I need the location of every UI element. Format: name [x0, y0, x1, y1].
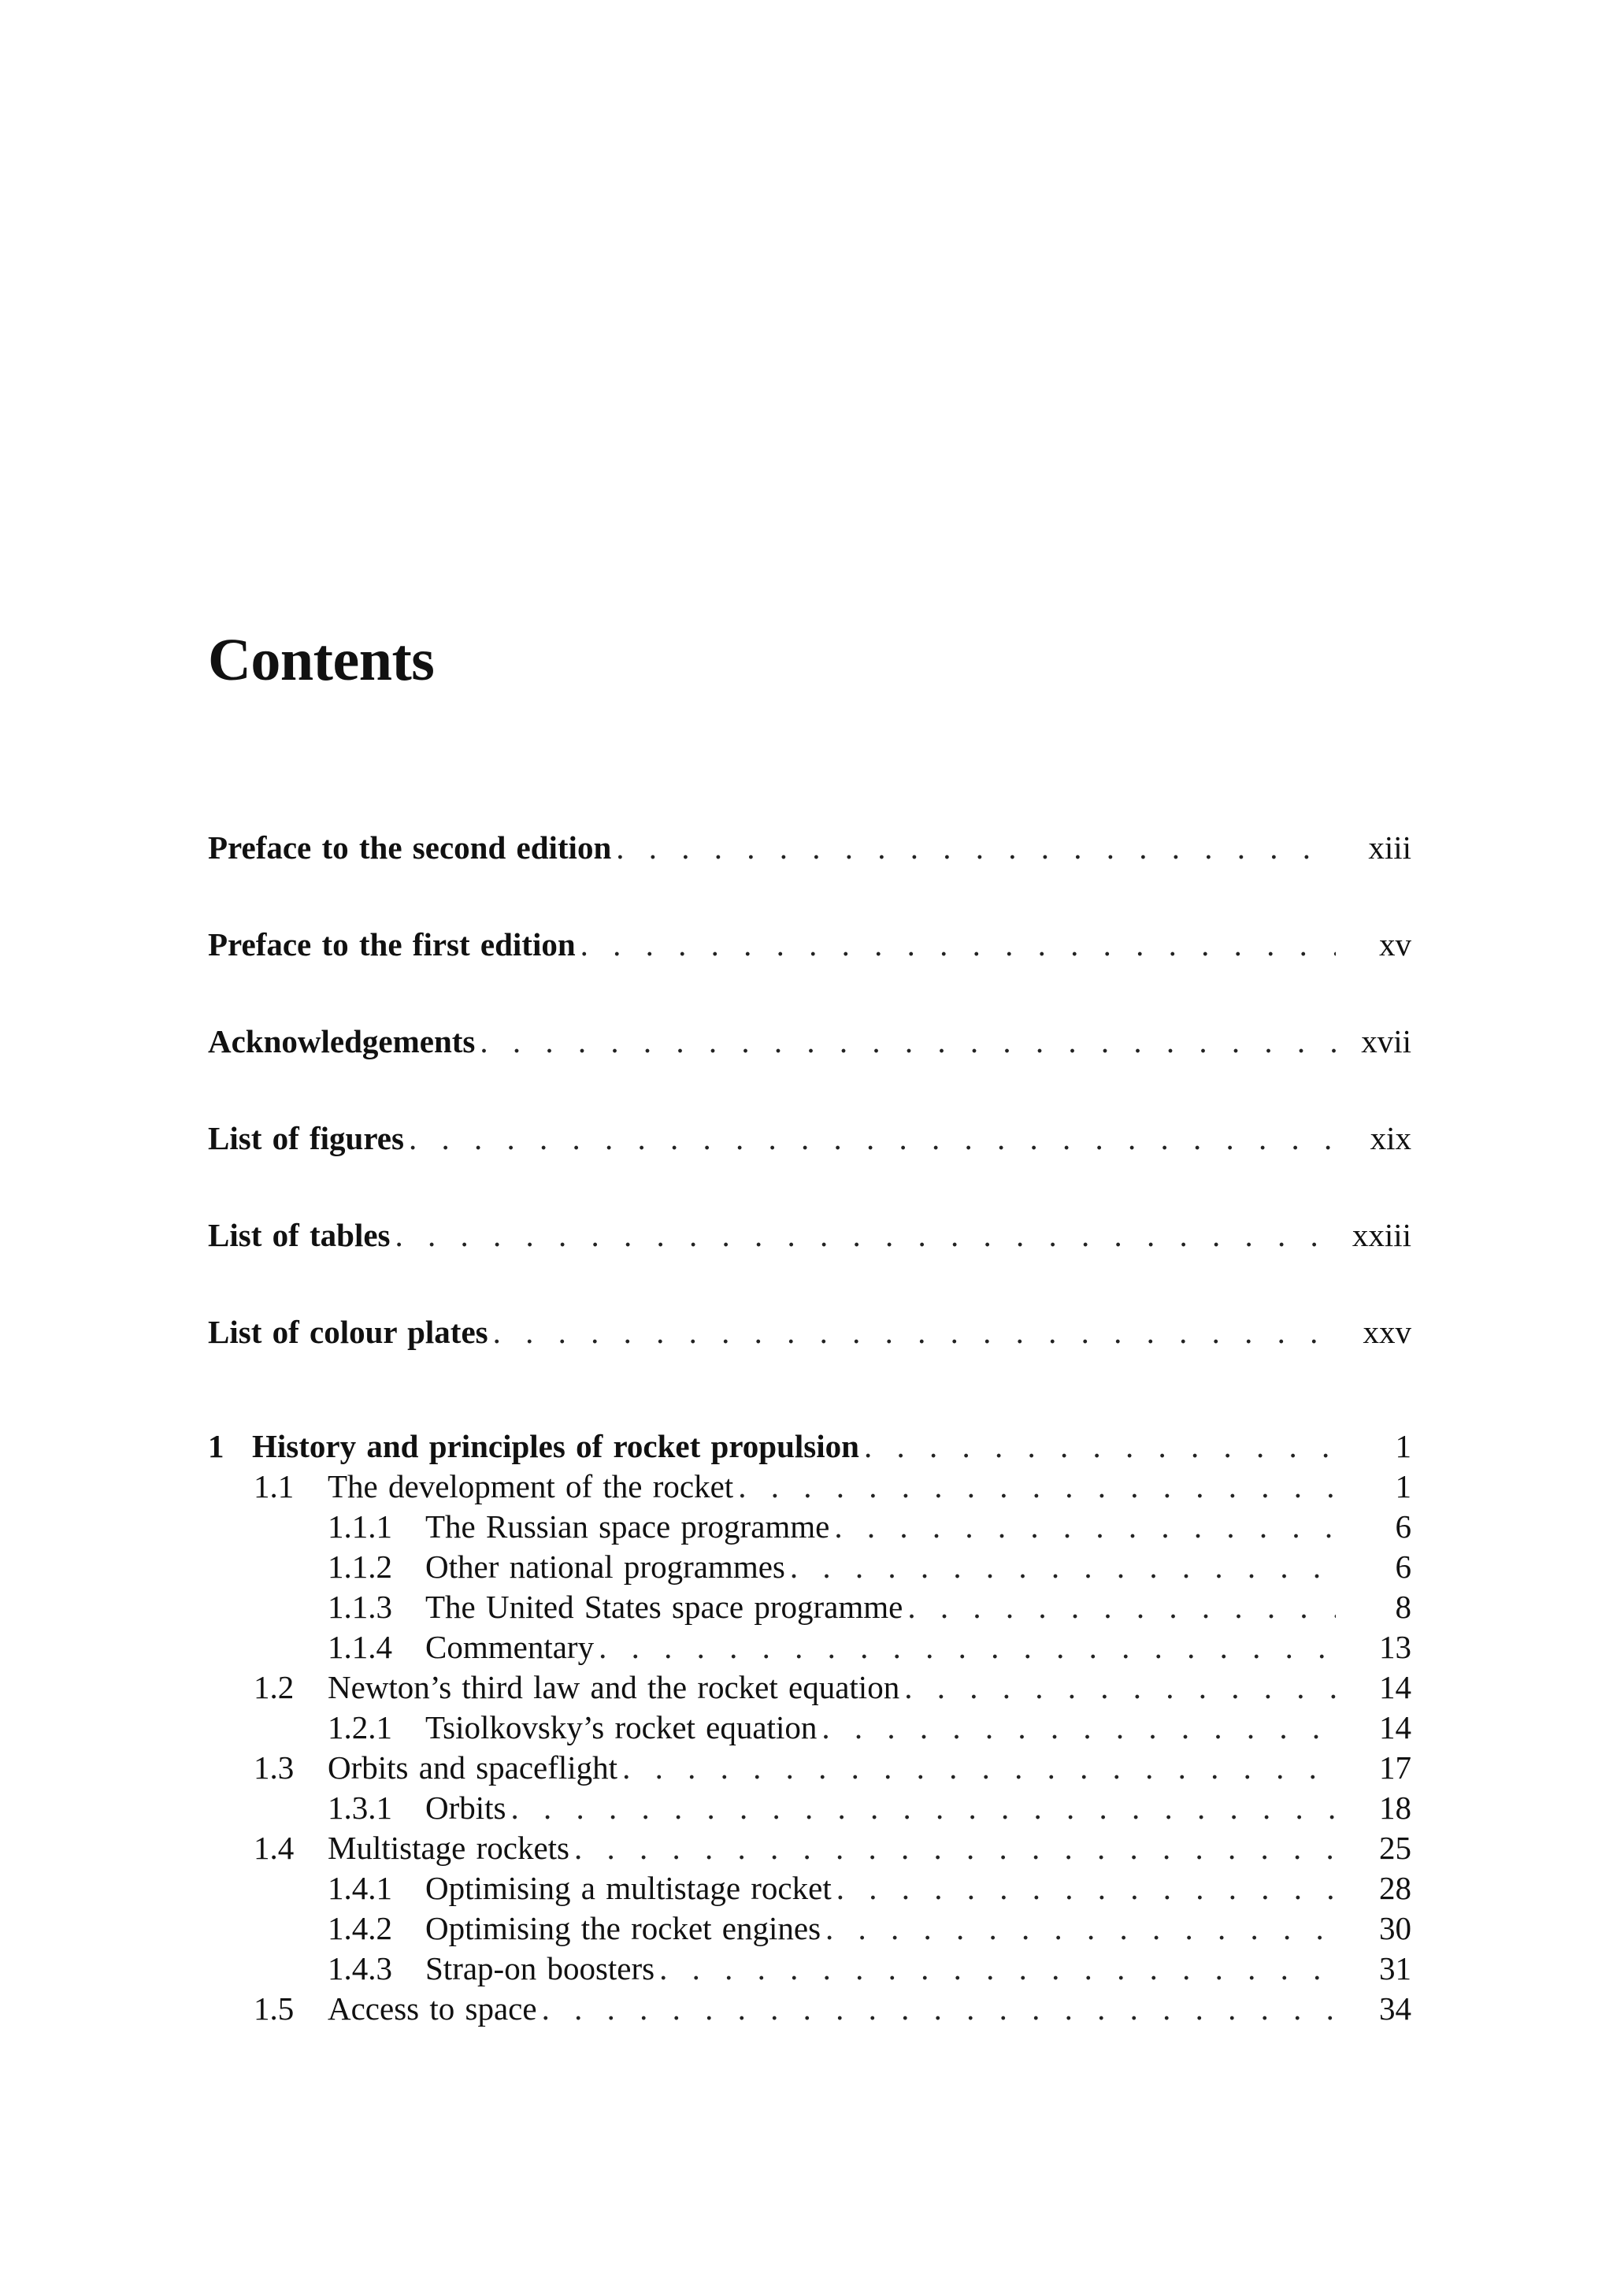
- subsection-title: Strap-on boosters: [425, 1950, 655, 1986]
- subsection-page: 31: [1379, 1950, 1411, 1986]
- dot-leader: [817, 1707, 1336, 1748]
- subsection-page: 14: [1379, 1709, 1411, 1745]
- subsection-title: The United States space programme: [425, 1589, 903, 1625]
- dot-leader: [733, 1466, 1336, 1507]
- dot-leader: [594, 1626, 1336, 1667]
- section-number: 1.3: [254, 1749, 295, 1786]
- toc-entry-page: xiii: [1368, 829, 1411, 866]
- section-page: 14: [1379, 1669, 1411, 1705]
- subsection-page: 28: [1379, 1870, 1411, 1906]
- page-title: Contents: [208, 627, 435, 693]
- subsection-title: Other national programmes: [425, 1549, 785, 1585]
- section-page: 17: [1379, 1749, 1411, 1786]
- subsection-number: 1.1.3: [328, 1589, 392, 1625]
- toc-section-1-1[interactable]: [208, 1466, 1411, 1507]
- subsection-title: Optimising a multistage rocket: [425, 1870, 832, 1906]
- toc-entry-page: xxv: [1363, 1314, 1411, 1350]
- dot-leader: [832, 1868, 1336, 1908]
- section-page: 1: [1395, 1468, 1411, 1504]
- dot-leader: [654, 1948, 1336, 1989]
- subsection-number: 1.3.1: [328, 1790, 392, 1826]
- dot-leader: [617, 1747, 1336, 1788]
- subsection-title: Orbits: [425, 1790, 506, 1826]
- section-title: Multistage rockets: [328, 1830, 570, 1866]
- dot-leader: [859, 1426, 1336, 1467]
- section-title: The development of the rocket: [328, 1468, 734, 1504]
- dot-leader: [537, 1988, 1336, 2029]
- dot-leader: [821, 1908, 1336, 1949]
- subsection-page: 30: [1379, 1910, 1411, 1946]
- subsection-number: 1.4.1: [328, 1870, 392, 1906]
- toc-entry-title: List of figures: [208, 1120, 404, 1156]
- toc-entry-page: xv: [1379, 926, 1411, 963]
- subsection-page: 6: [1395, 1549, 1411, 1585]
- toc-entry-list-of-figures[interactable]: [208, 1118, 1411, 1159]
- toc-subsection-1-3-1[interactable]: [208, 1787, 1411, 1828]
- subsection-title: The Russian space programme: [425, 1508, 830, 1545]
- section-page: 34: [1379, 1990, 1411, 2027]
- toc-entry-title: List of tables: [208, 1217, 391, 1253]
- toc-entry-title: Preface to the first edition: [208, 926, 576, 963]
- toc-subsection-1-1-3[interactable]: [208, 1586, 1411, 1627]
- toc-entry-title: Acknowledgements: [208, 1023, 476, 1059]
- subsection-number: 1.4.3: [328, 1950, 392, 1986]
- dot-leader: [475, 1021, 1336, 1062]
- toc-subsection-1-1-4[interactable]: [208, 1626, 1411, 1667]
- dot-leader: [829, 1506, 1336, 1547]
- section-number: 1.4: [254, 1830, 295, 1866]
- subsection-number: 1.1.1: [328, 1508, 392, 1545]
- subsection-page: 8: [1395, 1589, 1411, 1625]
- toc-subsection-1-4-3[interactable]: [208, 1948, 1411, 1989]
- dot-leader: [569, 1827, 1336, 1868]
- toc-section-1-4[interactable]: [208, 1827, 1411, 1868]
- subsection-number: 1.1.4: [328, 1629, 392, 1665]
- section-number: 1.2: [254, 1669, 295, 1705]
- dot-leader: [391, 1215, 1337, 1256]
- toc-entry-preface-second-edition[interactable]: [208, 827, 1411, 868]
- section-number: 1.1: [254, 1468, 295, 1504]
- subsection-page: 6: [1395, 1508, 1411, 1545]
- toc-section-1-3[interactable]: [208, 1747, 1411, 1788]
- toc-entry-acknowledgements[interactable]: [208, 1021, 1411, 1062]
- chapter-title: History and principles of rocket propulsion: [252, 1428, 859, 1464]
- toc-entry-page: xix: [1370, 1120, 1411, 1156]
- toc-subsection-1-1-2[interactable]: [208, 1546, 1411, 1587]
- chapter-number: 1: [208, 1428, 224, 1464]
- dot-leader: [404, 1118, 1336, 1159]
- chapter-page: 1: [1395, 1428, 1411, 1464]
- subsection-number: 1.1.2: [328, 1549, 392, 1585]
- subsection-number: 1.4.2: [328, 1910, 392, 1946]
- toc-subsection-1-1-1[interactable]: [208, 1506, 1411, 1547]
- section-number: 1.5: [254, 1990, 295, 2027]
- toc-entry-page: xvii: [1361, 1023, 1411, 1059]
- toc-subsection-1-4-2[interactable]: [208, 1908, 1411, 1949]
- toc-section-1-5[interactable]: [208, 1988, 1411, 2029]
- toc-entry-preface-first-edition[interactable]: [208, 924, 1411, 965]
- dot-leader: [899, 1667, 1336, 1708]
- section-title: Newton’s third law and the rocket equation: [328, 1669, 900, 1705]
- dot-leader: [785, 1546, 1336, 1587]
- dot-leader: [488, 1311, 1336, 1352]
- subsection-title: Tsiolkovsky’s rocket equation: [425, 1709, 818, 1745]
- dot-leader: [506, 1787, 1337, 1828]
- subsection-page: 13: [1379, 1629, 1411, 1665]
- toc-entry-page: xxiii: [1352, 1217, 1411, 1253]
- toc-section-1-2[interactable]: [208, 1667, 1411, 1708]
- toc-entry-list-of-tables[interactable]: [208, 1215, 1411, 1256]
- toc-chapter-1[interactable]: [208, 1426, 1411, 1467]
- subsection-page: 18: [1379, 1790, 1411, 1826]
- section-title: Access to space: [328, 1990, 537, 2027]
- toc-entry-list-of-colour-plates[interactable]: [208, 1311, 1411, 1352]
- dot-leader: [903, 1586, 1336, 1627]
- toc-entry-title: List of colour plates: [208, 1314, 488, 1350]
- toc-entry-title: Preface to the second edition: [208, 829, 612, 866]
- dot-leader: [576, 924, 1336, 965]
- subsection-title: Optimising the rocket engines: [425, 1910, 821, 1946]
- toc-subsection-1-2-1[interactable]: [208, 1707, 1411, 1748]
- section-title: Orbits and spaceflight: [328, 1749, 618, 1786]
- toc-subsection-1-4-1[interactable]: [208, 1868, 1411, 1908]
- subsection-title: Commentary: [425, 1629, 595, 1665]
- section-page: 25: [1379, 1830, 1411, 1866]
- subsection-number: 1.2.1: [328, 1709, 392, 1745]
- dot-leader: [611, 827, 1336, 868]
